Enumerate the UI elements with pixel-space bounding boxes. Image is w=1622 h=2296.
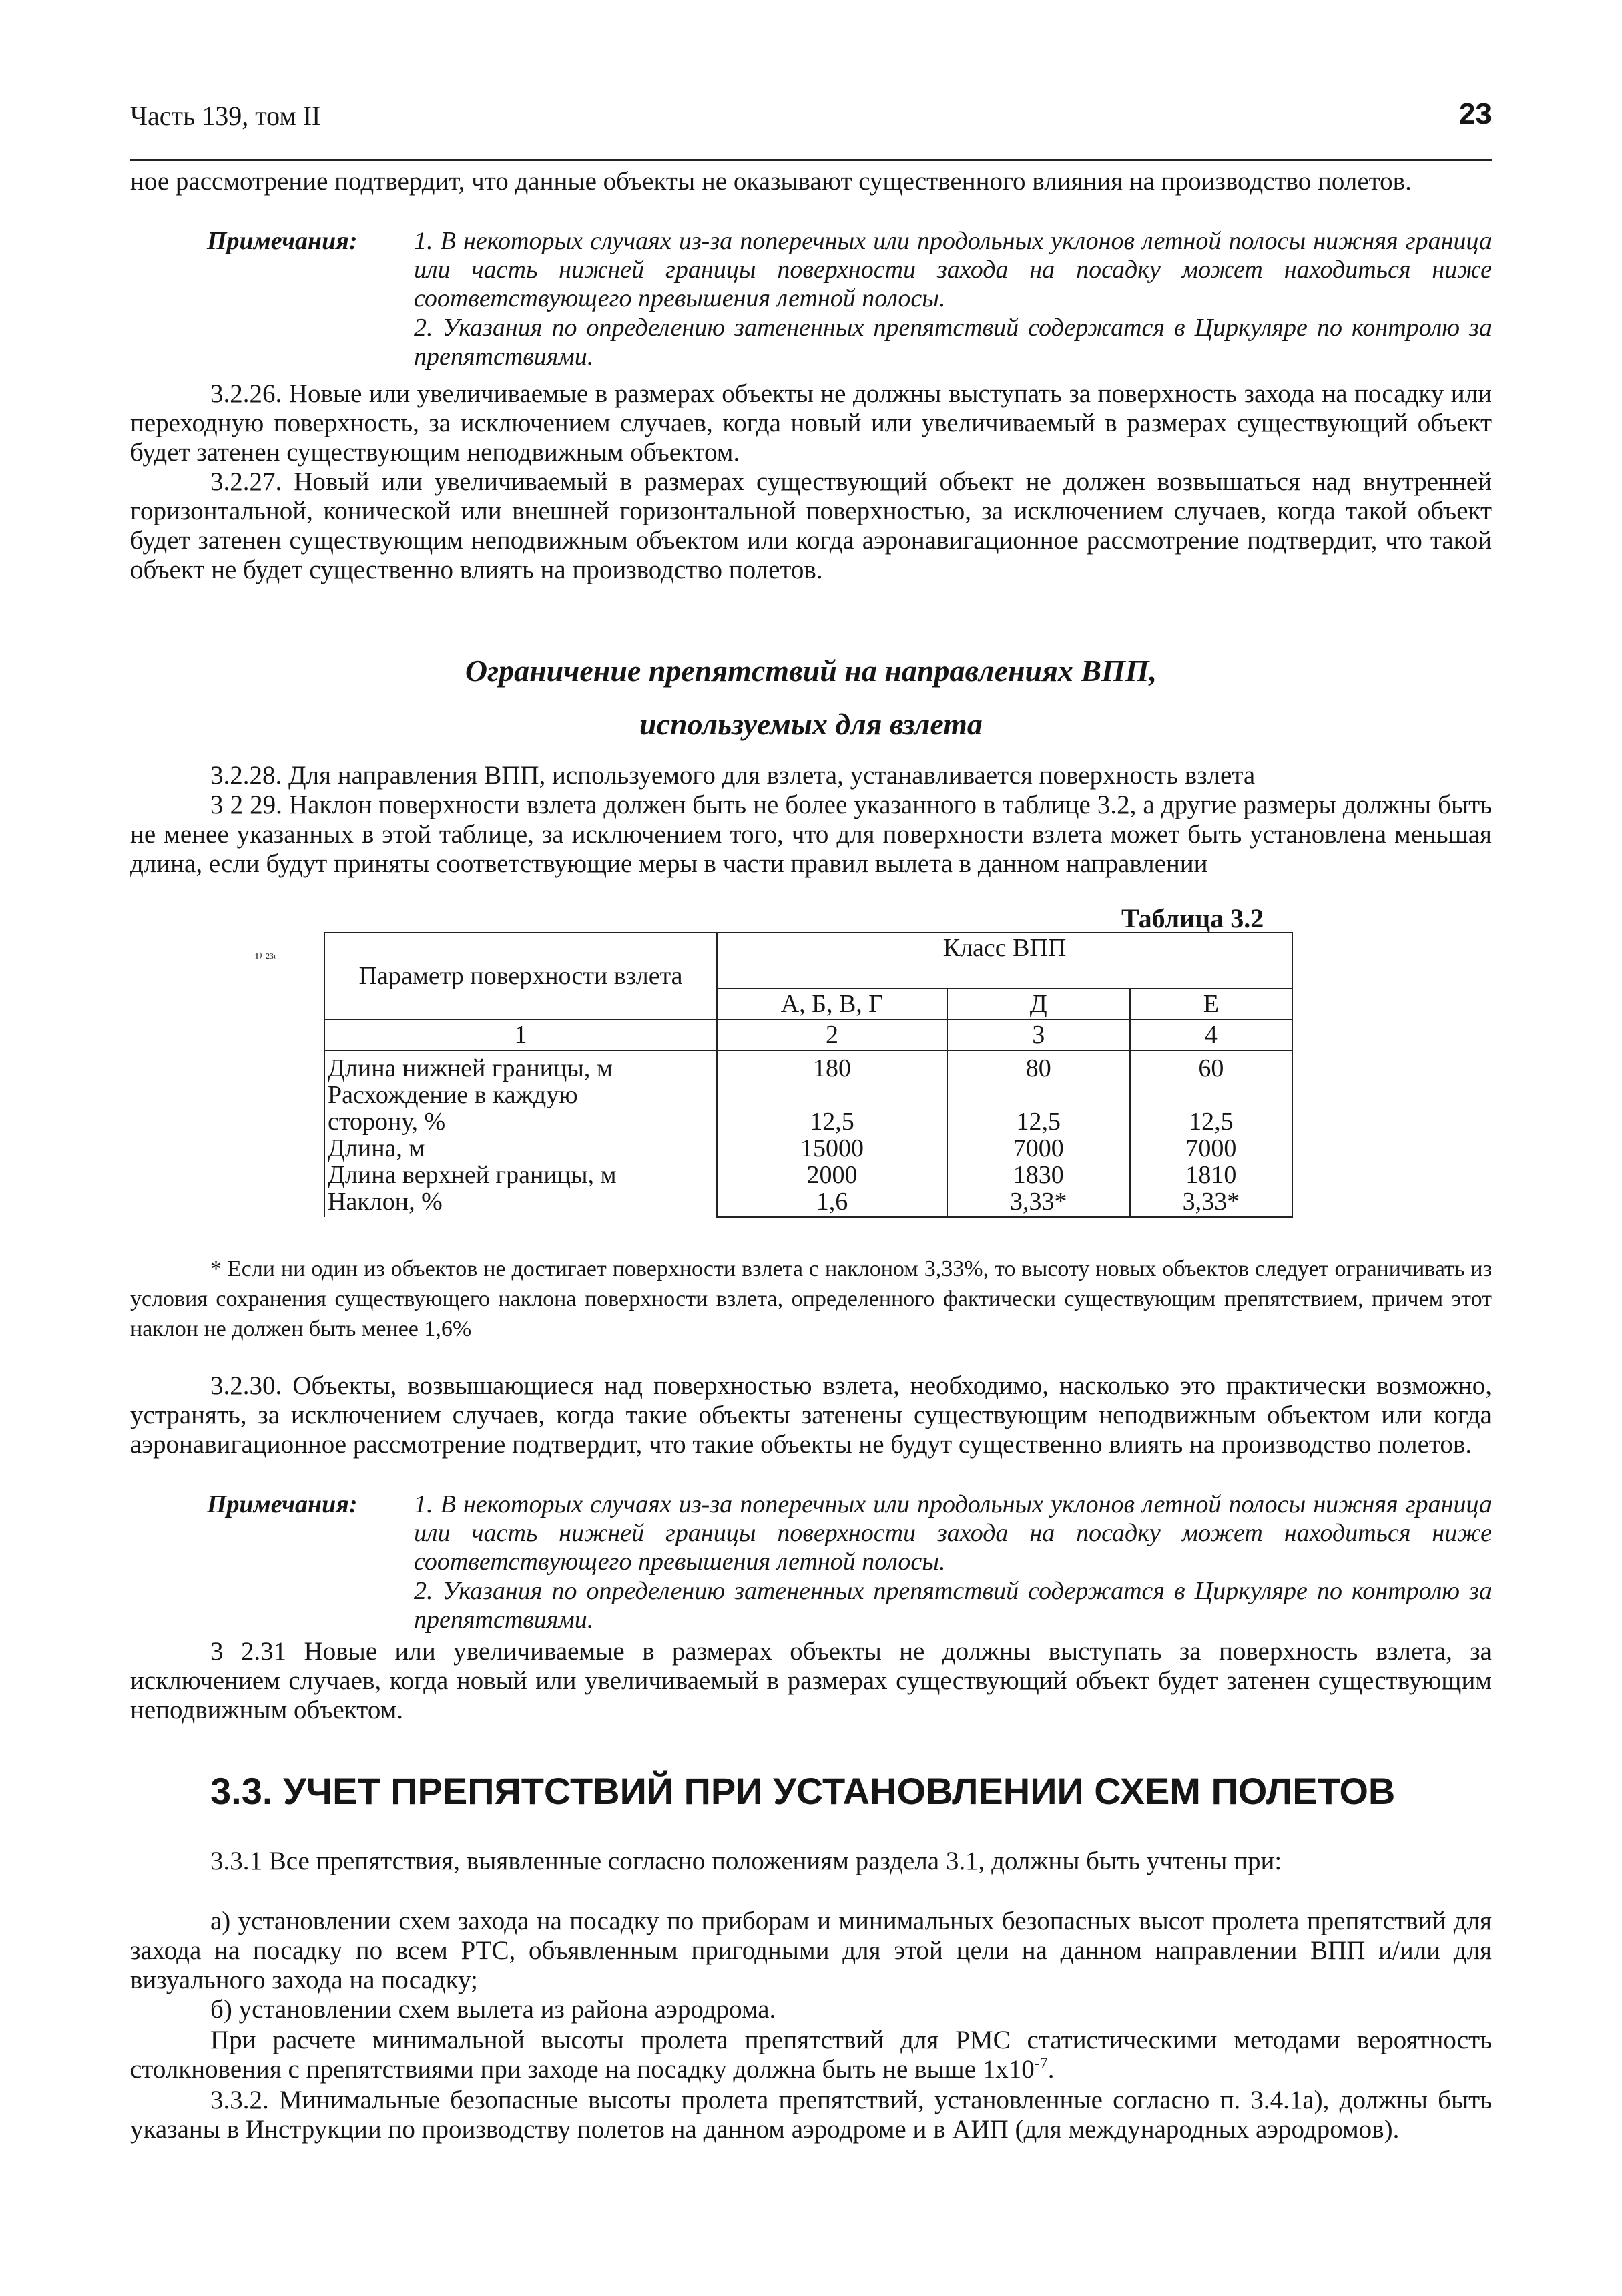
col-values-2: 80 12,5 7000 1830 3,33*	[947, 1050, 1130, 1217]
page-number: 23	[1459, 97, 1492, 130]
col-values-3: 60 12,5 7000 1810 3,33*	[1130, 1050, 1292, 1217]
table-footnote: * Если ни один из объектов не достигает поверхности взлета с наклоном 3,33%, то высоту новых объектов следует ограничивать из условия сохранения существующего наклона поверхности взлета, определенного фактически существующим препятствием, причем этот наклон не должен быть менее 1,6%	[130, 1256, 1492, 1341]
note-2: 2. Указания по определению затененных препятствий содержатся в Циркуляре по контролю за препятствиями.	[414, 314, 1492, 371]
table-caption: Таблица 3.2	[1121, 903, 1264, 933]
class-col-2: Д	[947, 989, 1130, 1019]
header-rule	[130, 159, 1492, 161]
item-b: б) установлении схем вылета из района аэродрома.	[210, 1995, 776, 2024]
col-number-1: 1	[324, 1019, 717, 1050]
table-row	[324, 1050, 1292, 1217]
paragraph-continuation: ное рассмотрение подтвердит, что данные объекты не оказывают существенного влияния на производство полетов.	[130, 167, 1412, 196]
subsection-heading-line1: Ограничение препятствий на направлениях ВПП,	[465, 654, 1157, 688]
running-title: Часть 139, том II	[130, 101, 321, 131]
class-col-3: Е	[1130, 989, 1292, 1019]
margin-mark: ¹⁾ ²³ʳ	[255, 951, 277, 965]
row-label: Длина нижней границы, м Расхождение в каждую сторону, % Длина, м Длина верхней границы, м Наклон, %	[324, 1050, 717, 1217]
takeoff-surface-table	[324, 932, 1293, 1218]
subsection-heading-line2: используемых для взлета	[639, 707, 983, 741]
paragraph-3-2-29: 3 2 29. Наклон поверхности взлета должен быть не более указанного в таблице 3.2, а другие размеры должны быть не менее указанных в этой таблице, за исключением того, что для поверхности взлета может быть установлена меньшая длина, если будут приняты соответствующие меры в части правил вылета в данном направлении	[130, 790, 1492, 878]
col-number-4: 4	[1130, 1019, 1292, 1050]
item-a: а) установлении схем захода на посадку по приборам и минимальных безопасных высот пролета препятствий для захода на посадку по всем РТС, объявленным пригодными для этой цели на данном направлении ВПП и/или для визуального захода на посадку;	[130, 1907, 1492, 1994]
paragraph-3-2-30: 3.2.30. Объекты, возвышающиеся над поверхностью взлета, необходимо, насколько это практически возможно, устранять, за исключением случаев, когда такие объекты затенены существующим неподвижным объектом или когда аэронавигационное рассмотрение подтвердит, что такие объекты не будут существенно влиять на производство полетов.	[130, 1371, 1492, 1459]
notes-label: Примечания:	[207, 227, 358, 255]
notes-label: Примечания:	[207, 1490, 358, 1518]
class-header: Класс ВПП	[717, 933, 1292, 989]
paragraph-3-3-1: 3.3.1 Все препятствия, выявленные согласно положениям раздела 3.1, должны быть учтены при:	[210, 1847, 1282, 1875]
paragraph-3-3-2: 3.3.2. Минимальные безопасные высоты пролета препятствий, установленные согласно п. 3.4.1а), должны быть указаны в Инструкции по производству полетов на данном аэродроме и в АИП (для международных аэродромов).	[130, 2086, 1492, 2144]
col-values-1: 180 12,5 15000 2000 1,6	[717, 1050, 947, 1217]
paragraph-3-2-26: 3.2.26. Новые или увеличиваемые в размерах объекты не должны выступать за поверхность захода на посадку или переходную поверхность, за исключением случаев, когда новый или увеличиваемый в размерах существующий объект будет затенен существующим неподвижным объектом.	[130, 379, 1492, 467]
note-1: 1. В некоторых случаях из-за поперечных или продольных уклонов летной полосы нижняя граница или часть нижней границы поверхности захода на посадку может находиться ниже соответствующего превышения летной полосы.	[414, 1490, 1492, 1576]
col-number-2: 2	[717, 1019, 947, 1050]
param-header: Параметр поверхности взлета	[324, 933, 717, 1019]
paragraph-3-2-27: 3.2.27. Новый или увеличиваемый в размерах существующий объект не должен возвышаться над внутренней горизонтальной, конической или внешней горизонтальной поверхностью, за исключением случаев, когда такой объект будет затенен существующим неподвижным объектом или когда аэронавигационное рассмотрение подтвердит, что такой объект не будет существенно влиять на производство полетов.	[130, 467, 1492, 584]
col-number-3: 3	[947, 1019, 1130, 1050]
paragraph-rms: При расчете минимальной высоты пролета препятствий для РМС статистическими методами вероятность столкновения с препятствиями при заходе на посадку должна быть не выше $1x10^{-7}$.	[130, 2026, 1492, 2084]
section-title: 3.3. УЧЕТ ПРЕПЯТСТВИЙ ПРИ УСТАНОВЛЕНИИ СХЕМ ПОЛЕТОВ	[210, 1770, 1396, 1812]
note-1: 1. В некоторых случаях из-за поперечных или продольных уклонов летной полосы нижняя граница или часть нижней границы поверхности захода на посадку может находиться ниже соответствующего превышения летной полосы.	[414, 227, 1492, 312]
page-header	[130, 97, 1492, 140]
paragraph-3-2-28: 3.2.28. Для направления ВПП, используемого для взлета, устанавливается поверхность взлета	[210, 761, 1256, 790]
class-col-1: А, Б, В, Г	[717, 989, 947, 1019]
note-2: 2. Указания по определению затененных препятствий содержатся в Циркуляре по контролю за препятствиями.	[414, 1577, 1492, 1634]
paragraph-3-2-31: 3 2.31 Новые или увеличиваемые в размерах объекты не должны выступать за поверхность взлета, за исключением случаев, когда новый или увеличиваемый в размерах существующий объект будет затенен существующим неподвижным объектом.	[130, 1637, 1492, 1725]
